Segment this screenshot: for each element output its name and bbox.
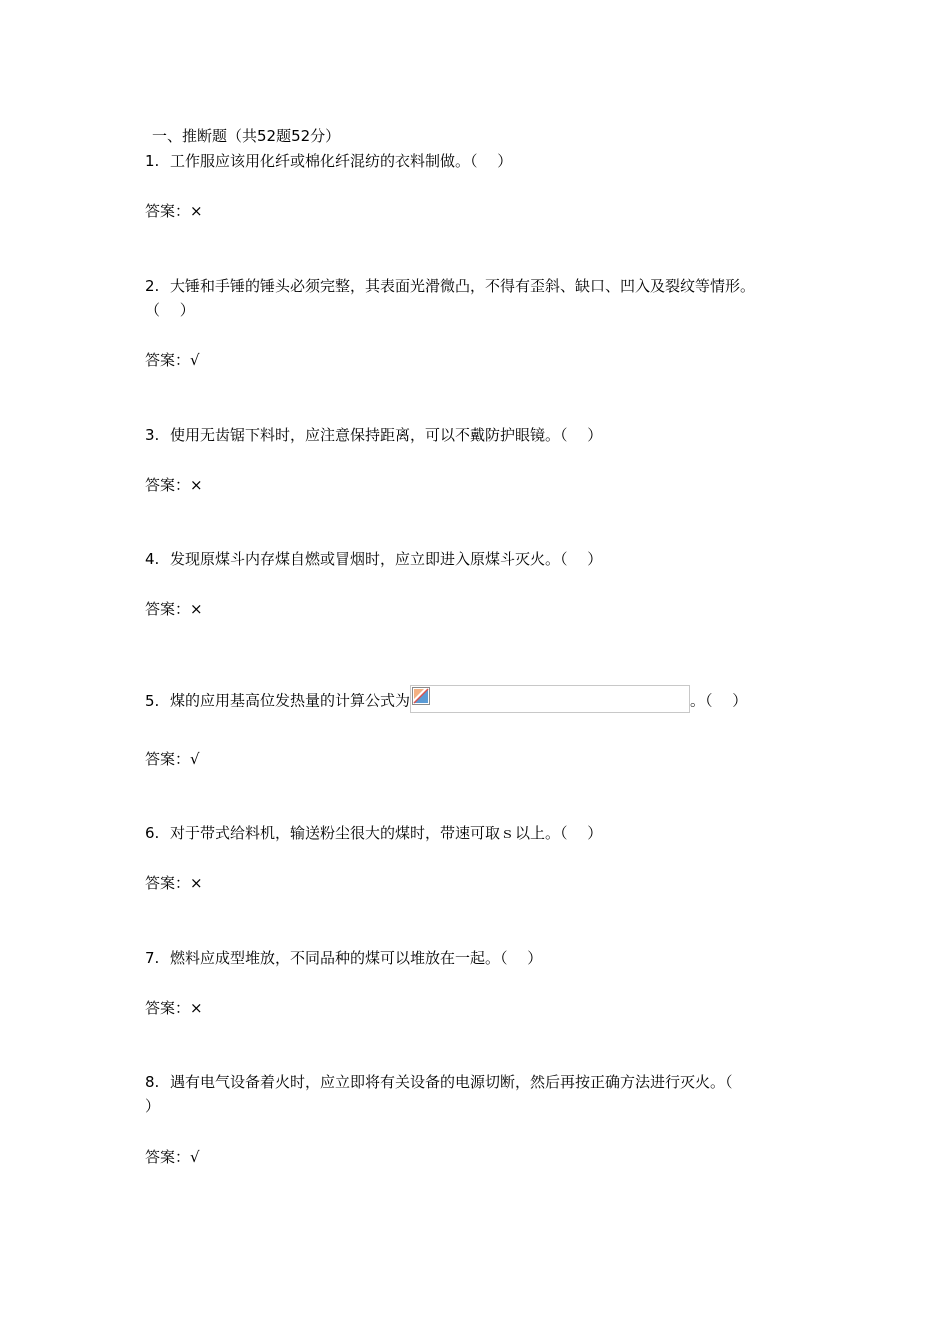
answer-1 xyxy=(145,201,203,221)
question-number: 8. xyxy=(145,1073,160,1091)
answer-value: × xyxy=(190,874,203,892)
answer-5 xyxy=(145,749,200,769)
answer-4 xyxy=(145,599,203,619)
question-8-continuation: ） xyxy=(145,1097,161,1115)
question-number: 5. xyxy=(145,691,160,710)
answer-value: √ xyxy=(190,351,200,369)
answer-value: × xyxy=(190,476,203,494)
question-text: 遇有电气设备着火时，应立即将有关设备的电源切断，然后再按正确方法进行灭火。（ xyxy=(170,1073,733,1091)
question-1 xyxy=(145,151,512,171)
section-title: 一、推断题（共52题52分） xyxy=(152,127,341,145)
broken-image-icon xyxy=(412,687,430,705)
question-text: 燃料应成型堆放，不同品种的煤可以堆放在一起。（ ） xyxy=(170,949,543,967)
answer-6 xyxy=(145,873,203,893)
question-number: 4. xyxy=(145,550,160,568)
question-number: 1. xyxy=(145,152,160,170)
question-7 xyxy=(145,948,542,968)
answer-value: × xyxy=(190,999,203,1017)
answer-label: 答案： xyxy=(145,1148,191,1166)
question-number: 6. xyxy=(145,824,160,842)
answer-label: 答案： xyxy=(145,202,191,220)
answer-label: 答案： xyxy=(145,351,191,369)
question-2-continuation: （ ） xyxy=(145,301,195,319)
question-text: 使用无齿锯下料时，应注意保持距离，可以不戴防护眼镜。（ ） xyxy=(170,426,603,444)
question-text: 发现原煤斗内存煤自燃或冒烟时，应立即进入原煤斗灭火。（ ） xyxy=(170,550,603,568)
answer-2 xyxy=(145,350,200,370)
answer-label: 答案： xyxy=(145,600,191,618)
question-4 xyxy=(145,549,602,569)
answer-7 xyxy=(145,998,203,1018)
answer-value: √ xyxy=(190,750,200,768)
answer-3 xyxy=(145,475,203,495)
question-2 xyxy=(145,276,755,296)
question-text: 煤的应用基高位发热量的计算公式为 xyxy=(170,691,411,710)
question-text-after: 。（ ） xyxy=(690,691,748,710)
formula-image xyxy=(410,685,690,713)
answer-label: 答案： xyxy=(145,750,191,768)
answer-label: 答案： xyxy=(145,874,191,892)
answer-label: 答案： xyxy=(145,476,191,494)
question-number: 2. xyxy=(145,277,160,295)
answer-value: × xyxy=(190,600,203,618)
question-number: 7. xyxy=(145,949,160,967)
formula-image-frame xyxy=(410,685,690,713)
question-8 xyxy=(145,1072,733,1092)
answer-label: 答案： xyxy=(145,999,191,1017)
question-text: 大锤和手锤的锤头必须完整，其表面光滑微凸，不得有歪斜、缺口、凹入及裂纹等情形。 xyxy=(170,277,756,295)
question-number: 3. xyxy=(145,426,160,444)
question-3 xyxy=(145,425,602,445)
question-5 xyxy=(145,687,747,715)
answer-value: √ xyxy=(190,1148,200,1166)
answer-8 xyxy=(145,1147,200,1167)
question-text: 工作服应该用化纤或棉化纤混纺的衣料制做。（ ） xyxy=(170,152,513,170)
answer-value: × xyxy=(190,202,203,220)
question-6 xyxy=(145,823,602,843)
question-text: 对于带式给料机，输送粉尘很大的煤时，带速可取ｓ以上。（ ） xyxy=(170,824,603,842)
